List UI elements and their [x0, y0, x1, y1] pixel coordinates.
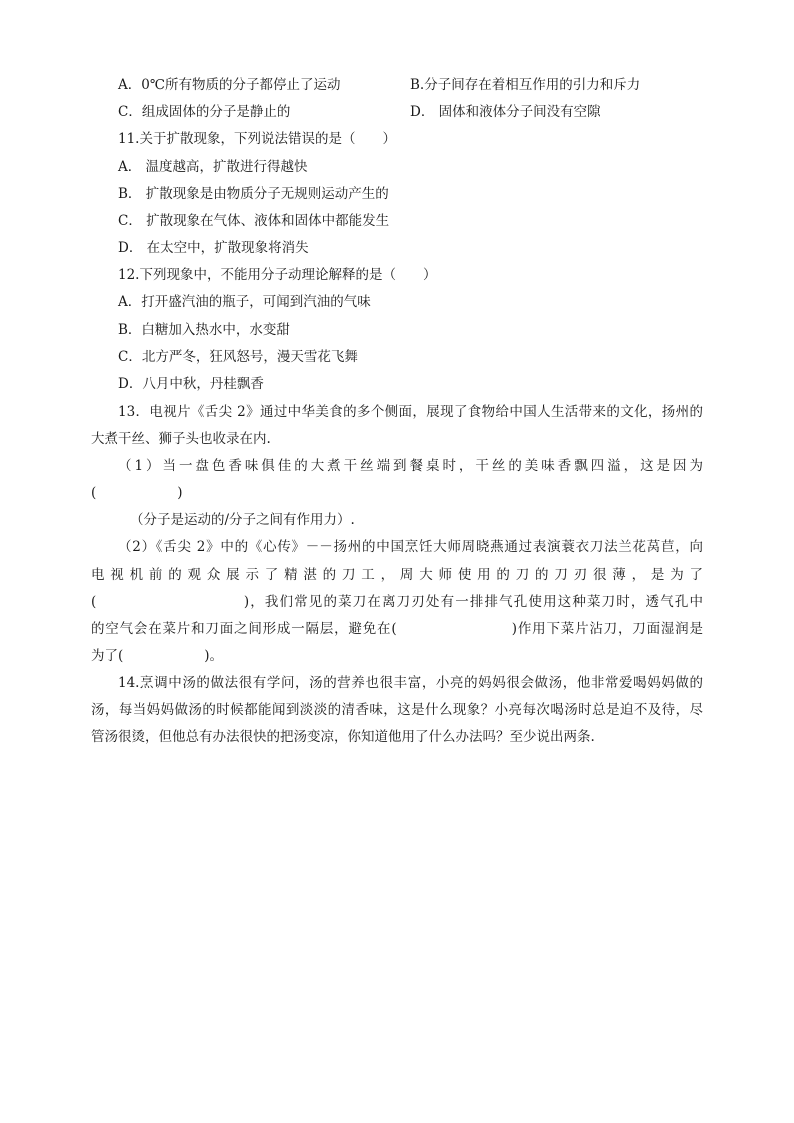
- q14-line3: 管汤很烫，但他总有办法很快的把汤变凉，你知道他用了什么办法吗？至少说出两条.: [91, 729, 595, 745]
- q13-part1-answer-blank[interactable]: ( ): [91, 485, 183, 501]
- q11-stem: 11.关于扩散现象，下列说法错误的是（ ）: [118, 131, 396, 147]
- q10-option-a: A．0℃所有物质的分子都停止了运动: [118, 77, 341, 93]
- q13-stem-line2: 大煮干丝、狮子头也收录在内.: [91, 431, 271, 447]
- q14-line1: 14.烹调中汤的做法很有学问，汤的营养也很丰富，小亮的妈妈很会做汤，他非常爱喝妈妈做的: [118, 675, 703, 691]
- q13-stem-line1: 13．电视片《舌尖 2》通过中华美食的多个侧面，展现了食物给中国人生活带来的文化，扬州的: [118, 404, 703, 420]
- q13-part2-line4: 的空气会在菜片和刀面之间形成一隔层，避免在( )作用下菜片沾刀，刀面湿润是: [91, 621, 703, 637]
- q12-option-c: C．北方严冬，狂风怒号，漫天雪花飞舞: [118, 349, 358, 365]
- q13-part2-line5: 为了( )。: [91, 648, 224, 664]
- q10-option-c: C．组成固体的分子是静止的: [118, 104, 291, 120]
- q13-part1-hint: （分子是运动的/分子之间有作用力）.: [130, 512, 355, 528]
- q13-part1-line1: （1）当一盘色香味俱佳的大煮干丝端到餐桌时，干丝的美味香飘四溢，这是因为: [118, 458, 703, 474]
- q12-option-b: B．白糖加入热水中，水变甜: [118, 322, 290, 338]
- q11-option-a: A． 温度越高，扩散进行得越快: [118, 159, 308, 175]
- q11-option-c: C． 扩散现象在气体、液体和固体中都能发生: [118, 213, 390, 229]
- q12-option-a: A．打开盛汽油的瓶子，可闻到汽油的气味: [118, 294, 371, 310]
- q14-line2: 汤，每当妈妈做汤的时候都能闻到淡淡的清香味，这是什么现象？小亮每次喝汤时总是迫不及待，尽: [91, 702, 703, 718]
- q11-option-b: B． 扩散现象是由物质分子无规则运动产生的: [118, 186, 389, 202]
- q13-part2-line3: ( )，我们常见的菜刀在离刀刃处有一排排气孔使用这种菜刀时，透气孔中: [91, 594, 703, 610]
- q13-part2-line2: 电视机前的观众展示了精湛的刀工，周大师使用的刀的刀刃很薄，是为了: [91, 567, 703, 583]
- q10-option-d: D． 固体和液体分子间没有空隙: [410, 104, 601, 120]
- q12-stem: 12.下列现象中，不能用分子动理论解释的是（ ）: [118, 267, 437, 283]
- q13-part2-line1: （2）《舌尖 2》中的《心传》－－扬州的中国烹饪大师周晓燕通过表演蓑衣刀法兰花莴苣，向: [118, 539, 703, 555]
- q11-option-d: D． 在太空中，扩散现象将消失: [118, 240, 309, 256]
- q12-option-d: D．八月中秋，丹桂飘香: [118, 376, 264, 392]
- q10-option-b: B.分子间存在着相互作用的引力和斥力: [410, 77, 641, 93]
